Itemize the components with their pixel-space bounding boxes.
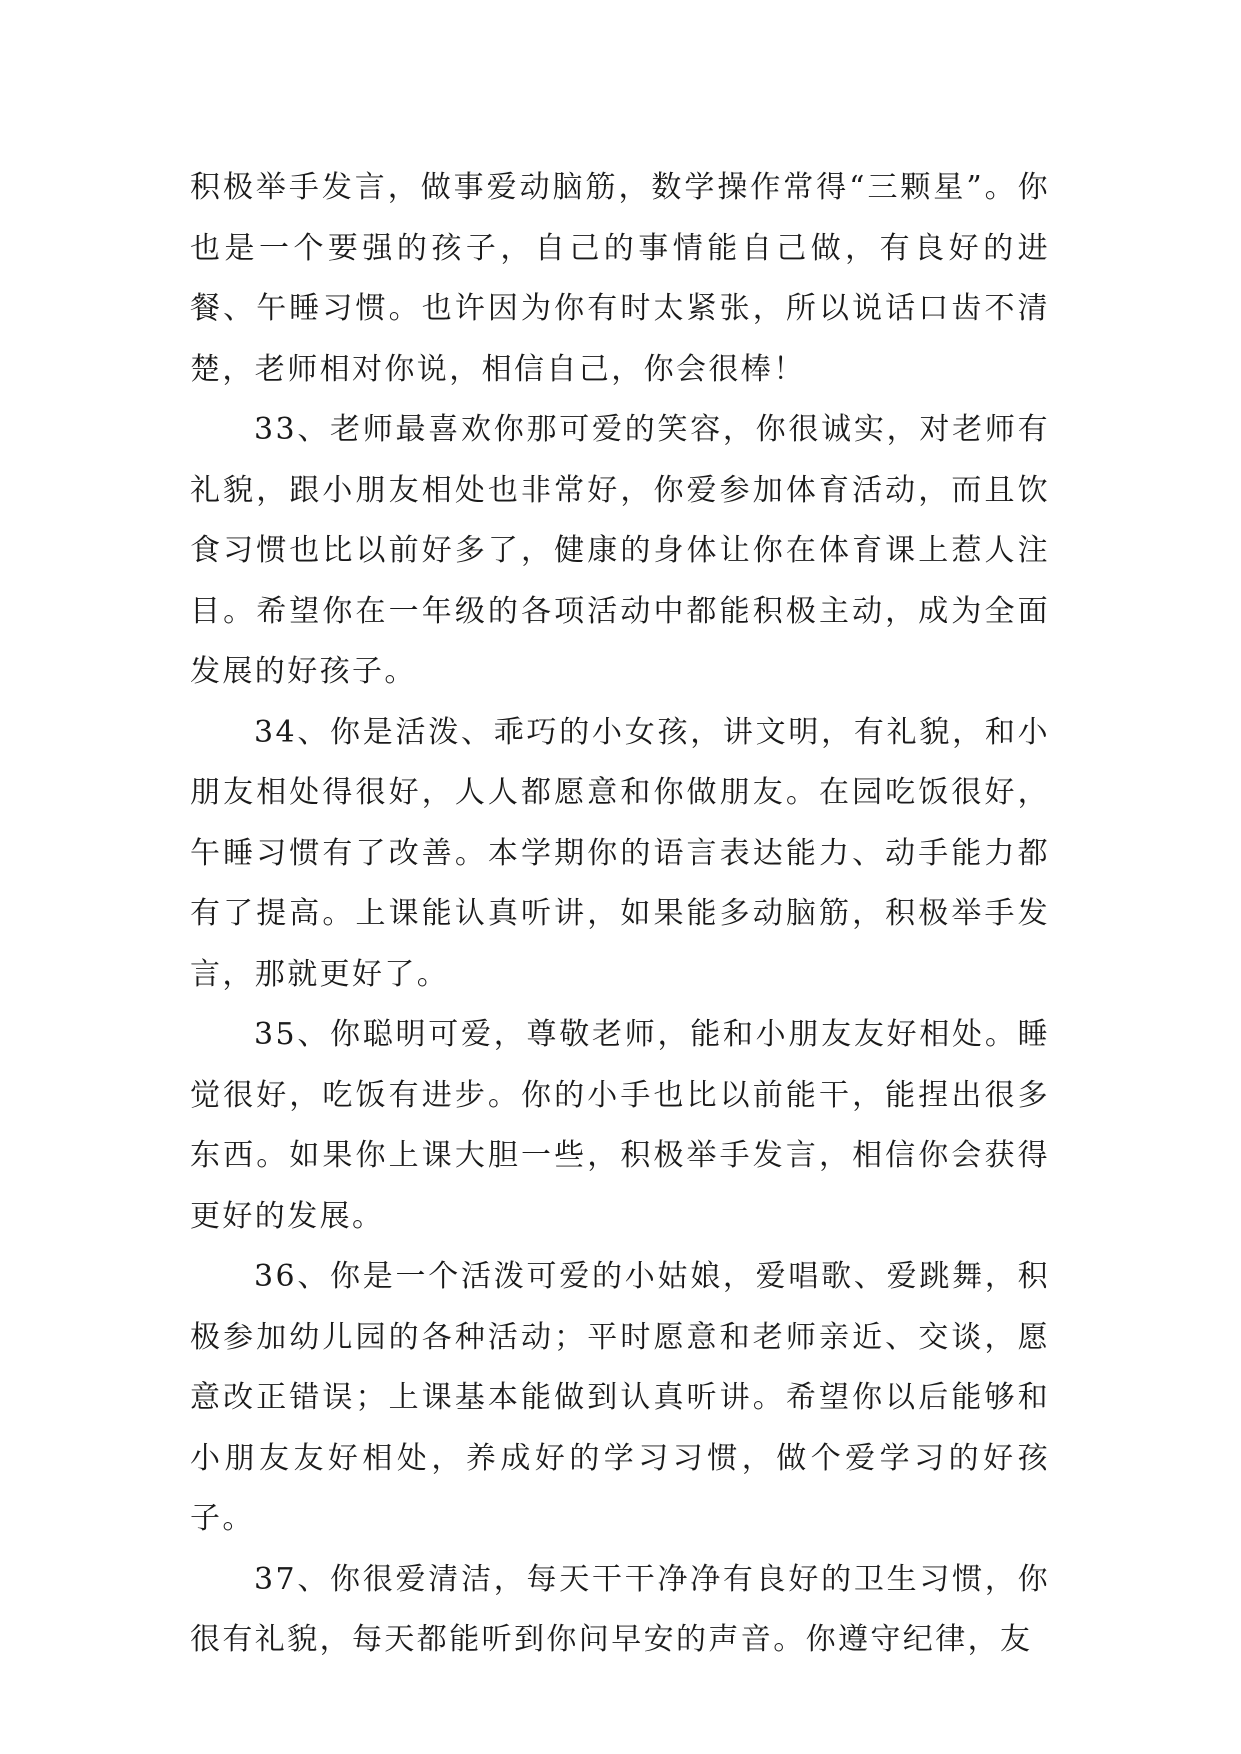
paragraph-34: 34、你是活泼、乖巧的小女孩，讲文明，有礼貌，和小朋友相处得很好，人人都愿意和你做朋友。在园吃饭很好，午睡习惯有了改善。本学期你的语言表达能力、动手能力都有了提高。上课能认真听讲，如果能多动脑筋，积极举手发言，那就更好了。: [190, 714, 1050, 992]
document-body: [190, 158, 1050, 1671]
paragraph-36: 36、你是一个活泼可爱的小姑娘，爱唱歌、爱跳舞，积极参加幼儿园的各种活动；平时愿意和老师亲近、交谈，愿意改正错误；上课基本能做到认真听讲。希望你以后能够和小朋友友好相处，养成好的学习习惯，做个爱学习的好孩子。: [190, 1259, 1050, 1536]
paragraph-continuation: 积极举手发言，做事爱动脑筋，数学操作常得“三颗星”。你也是一个要强的孩子，自己的事情能自己做，有良好的进餐、午睡习惯。也许因为你有时太紧张，所以说话口齿不清楚，老师相对你说，相信自己，你会很棒！: [190, 170, 1050, 387]
paragraph-35: 35、你聪明可爱，尊敬老师，能和小朋友友好相处。睡觉很好，吃饭有进步。你的小手也比以前能干，能捏出很多东西。如果你上课大胆一些，积极举手发言，相信你会获得更好的发展。: [190, 1017, 1050, 1234]
paragraph-33: 33、老师最喜欢你那可爱的笑容，你很诚实，对老师有礼貌，跟小朋友相处也非常好，你爱参加体育活动，而且饮食习惯也比以前好多了，健康的身体让你在体育课上惹人注目。希望你在一年级的各项活动中都能积极主动，成为全面发展的好孩子。: [190, 412, 1050, 689]
paragraph-37: 37、你很爱清洁，每天干干净净有良好的卫生习惯，你很有礼貌，每天都能听到你问早安的声音。你遵守纪律，友: [190, 1561, 1050, 1657]
